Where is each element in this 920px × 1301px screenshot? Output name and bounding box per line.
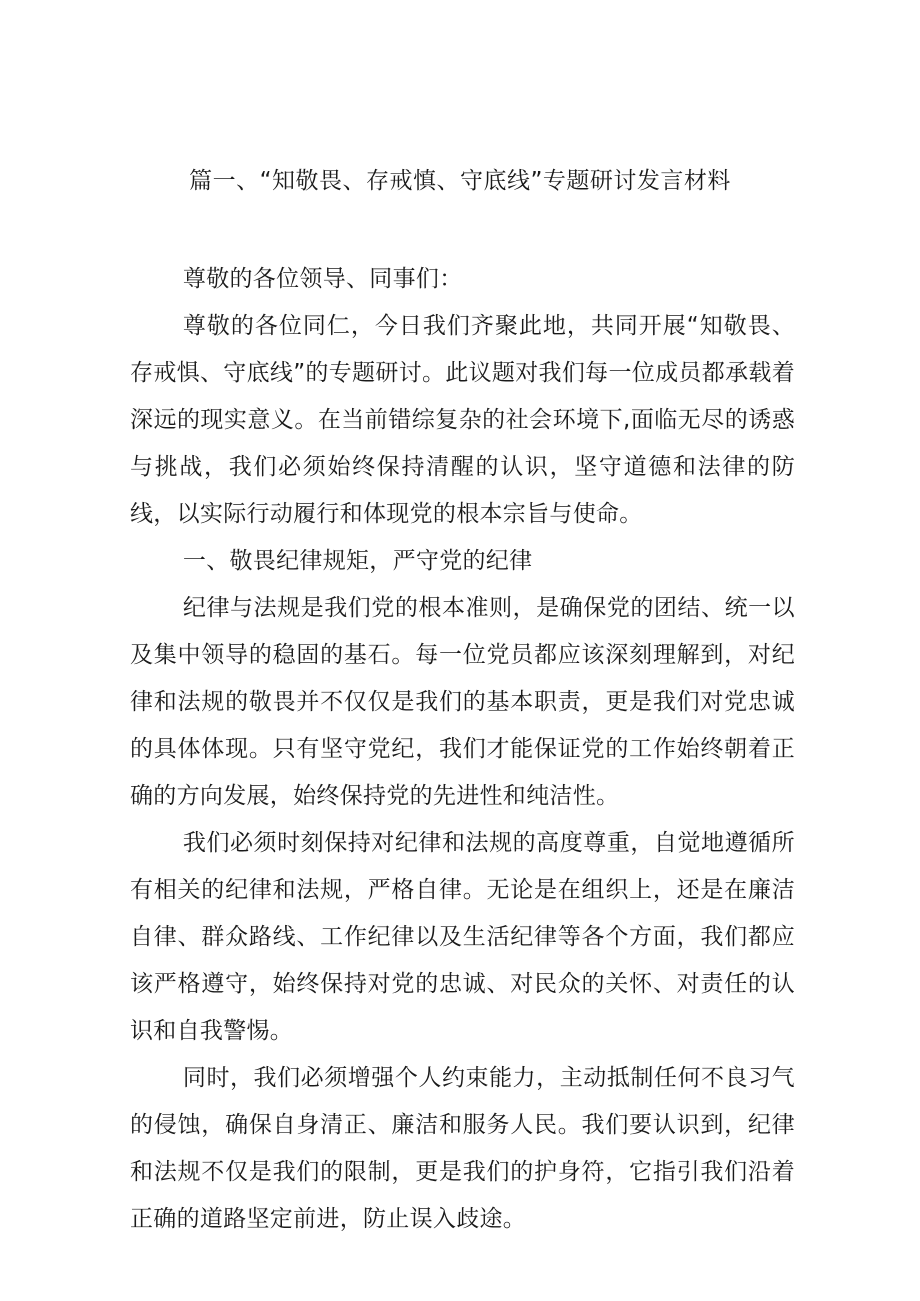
paragraph-discipline: 纪律与法规是我们党的根本准则，是确保党的团结、统一以及集中领导的稳固的基石。每一位党员都应该深刻理解到，对纪律和法规的敬畏并不仅仅是我们的基本职责，更是我们对党忠诚的具体体现。只有坚守党纪，我们才能保证党的工作始终朝着正确的方向发展，始终保持党的先进性和纯洁性。 bbox=[130, 595, 795, 809]
salutation: 尊敬的各位领导、同事们： bbox=[182, 266, 463, 292]
section-heading: 一、敬畏纪律规矩，严守党的纪律 bbox=[182, 548, 533, 574]
paragraph-respect: 我们必须时刻保持对纪律和法规的高度尊重，自觉地遵循所有相关的纪律和法规，严格自律。无论是在组织上，还是在廉洁自律、群众路线、工作纪律以及生活纪律等各个方面，我们都应该严格遵守，始终保持对党的忠诚、对民众的关怀、对责任的认识和自我警惕。 bbox=[130, 830, 795, 1044]
document-body bbox=[130, 256, 795, 1243]
paragraph-self-restraint: 同时，我们必须增强个人约束能力，主动抵制任何不良习气的侵蚀，确保自身清正、廉洁和服务人民。我们要认识到，纪律和法规不仅是我们的限制，更是我们的护身符，它指引我们沿着正确的道路坚定前进，防止误入歧途。 bbox=[130, 1065, 795, 1232]
document-title: 篇一、“知敬畏、存戒慎、守底线”专题研讨发言材料 bbox=[189, 168, 731, 194]
paragraph-intro: 尊敬的各位同仁，今日我们齐聚此地，共同开展“知敬畏、存戒惧、守底线”的专题研讨。此议题对我们每一位成员都承载着深远的现实意义。在当前错综复杂的社会环境下,面临无尽的诱惑与挑战，我们必须始终保持清醒的认识，坚守道德和法律的防线，以实际行动履行和体现党的根本宗旨与使命。 bbox=[130, 313, 795, 527]
